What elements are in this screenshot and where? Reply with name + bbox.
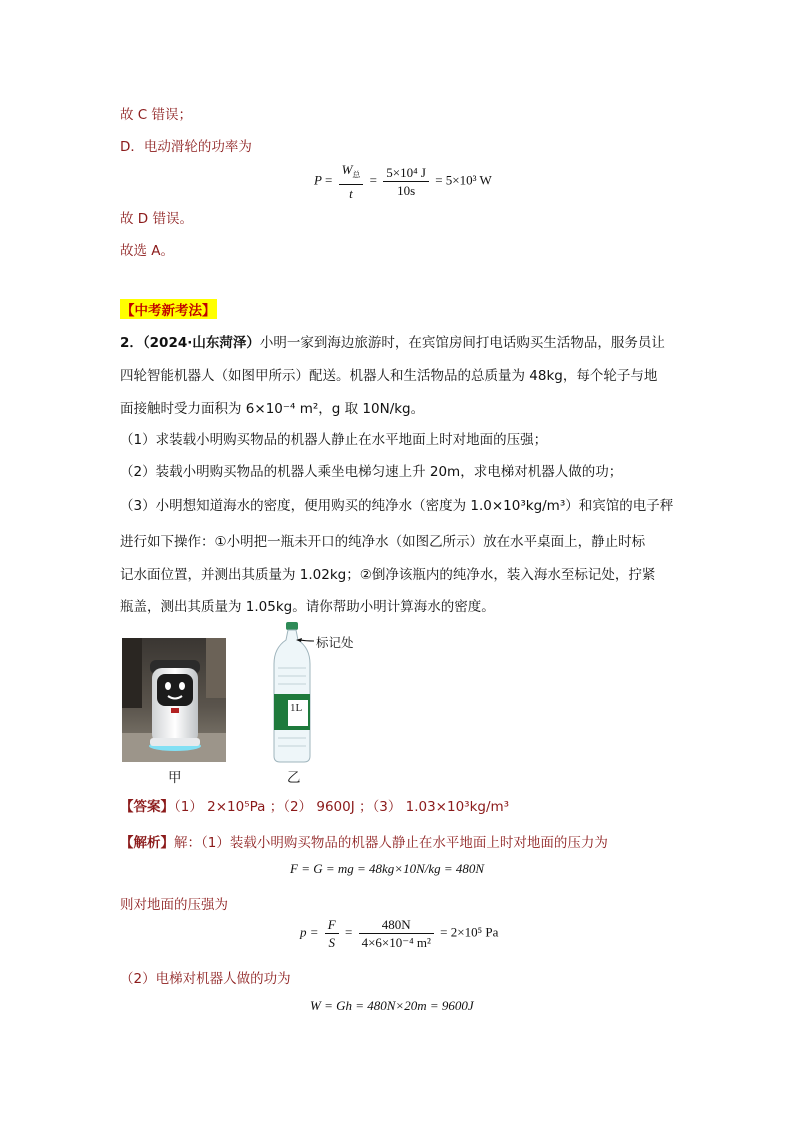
bottle-volume-label: 1L xyxy=(290,702,303,714)
robot-photo xyxy=(122,638,226,762)
question-line-1 xyxy=(120,331,665,351)
section-tag: 【中考新考法】 xyxy=(120,299,217,319)
question-part-3d: 瓶盖，测出其质量为 1.05kg。请你帮助小明计算海水的密度。 xyxy=(120,599,495,615)
formula-power-eq: = xyxy=(324,172,333,188)
formula-power-w: W xyxy=(341,162,353,177)
text-d-wrong: 故 D 错误。 xyxy=(120,211,193,227)
formula-power-t: t xyxy=(349,185,353,201)
formula-pressure-eq: = xyxy=(344,924,353,940)
question-part-3b: 进行如下操作：①小明把一瓶未开口的纯净水（如图乙所示）放在水平桌面上，静止时标 xyxy=(120,534,646,550)
formula-pressure xyxy=(300,917,498,950)
question-line-3: 面接触时受力面积为 6×10⁻⁴ m²，g 取 10N/kg。 xyxy=(120,401,425,417)
formula-power-w-sub: 总 xyxy=(352,170,361,180)
answer-line xyxy=(120,795,509,815)
label-yi: 乙 xyxy=(287,770,301,786)
question-part-2: （2）装载小明购买物品的机器人乘坐电梯匀速上升 20m，求电梯对机器人做的功； xyxy=(120,464,623,480)
formula-pressure-frac1 xyxy=(325,917,339,950)
formula-pressure-lhs: p = xyxy=(300,924,319,940)
formula-power: P = $\frac{W_总}{t}$ = $\frac{\text{5×10⁴ J}}{10s}$ = 5×10³ W xyxy=(314,162,492,201)
formula-pressure-frac2 xyxy=(359,917,434,950)
answer-tag: 【答案】 xyxy=(120,799,174,815)
mark-label: 标记处 xyxy=(316,635,354,650)
analysis-intro: 解：（1）装载小明购买物品的机器人静止在水平地面上时对地面的压力为 xyxy=(174,835,608,851)
formula-power-p: P xyxy=(314,172,322,188)
formula-force: F = G = mg = 48kg×10N/kg = 480N xyxy=(290,861,485,876)
question-part-1: （1）求装载小明购买物品的机器人静止在水平地面上时对地面的压强； xyxy=(120,432,548,448)
question-number: 2． xyxy=(120,335,143,351)
analysis-line-2: 则对地面的压强为 xyxy=(120,897,228,913)
label-jia: 甲 xyxy=(168,770,182,786)
formula-power-result: = 5×10³ W xyxy=(435,172,492,188)
analysis-line-1 xyxy=(120,831,608,851)
question-line-2: 四轮智能机器人（如图甲所示）配送。机器人和生活物品的总质量为 48kg，每个轮子与地 xyxy=(120,368,658,384)
formula-pressure-s: S xyxy=(328,935,335,950)
question-source: （2024·山东菏泽） xyxy=(142,335,260,351)
formula-power-frac2 xyxy=(383,165,429,198)
formula-power-num: 5×10⁴ J xyxy=(383,165,429,182)
text-c-wrong: 故 C 错误； xyxy=(120,107,193,123)
text-choose-a: 故选 A。 xyxy=(120,243,175,259)
analysis-line-3: （2）电梯对机器人做的功为 xyxy=(120,971,291,987)
formula-power-frac1 xyxy=(339,162,364,201)
formula-pressure-den: 4×6×10⁻⁴ m² xyxy=(361,935,431,950)
formula-work: W = Gh = 480N×20m = 9600J xyxy=(310,998,474,1013)
text-d-power: D．电动滑轮的功率为 xyxy=(120,139,252,155)
question-part-3a: （3）小明想知道海水的密度，便用购买的纯净水（密度为 1.0×10³kg/m³）和宾馆的电子秤 xyxy=(120,498,674,514)
formula-pressure-f: F xyxy=(325,917,339,934)
question-part-3c: 记水面位置，并测出其质量为 1.02kg；②倒净该瓶内的纯净水，装入海水至标记处，拧紧 xyxy=(120,567,656,583)
robot-image xyxy=(122,638,226,762)
formula-pressure-result: = 2×10⁵ Pa xyxy=(440,924,499,940)
formula-power-den: 10s xyxy=(397,182,416,198)
answer-text: （1） 2×10⁵Pa ；（2） 9600J ；（3） 1.03×10³kg/m³ xyxy=(174,799,510,815)
analysis-tag: 【解析】 xyxy=(120,835,174,851)
question-text-1: 小明一家到海边旅游时，在宾馆房间打电话购买生活物品，服务员让 xyxy=(259,335,665,351)
formula-pressure-num: 480N xyxy=(359,917,434,934)
